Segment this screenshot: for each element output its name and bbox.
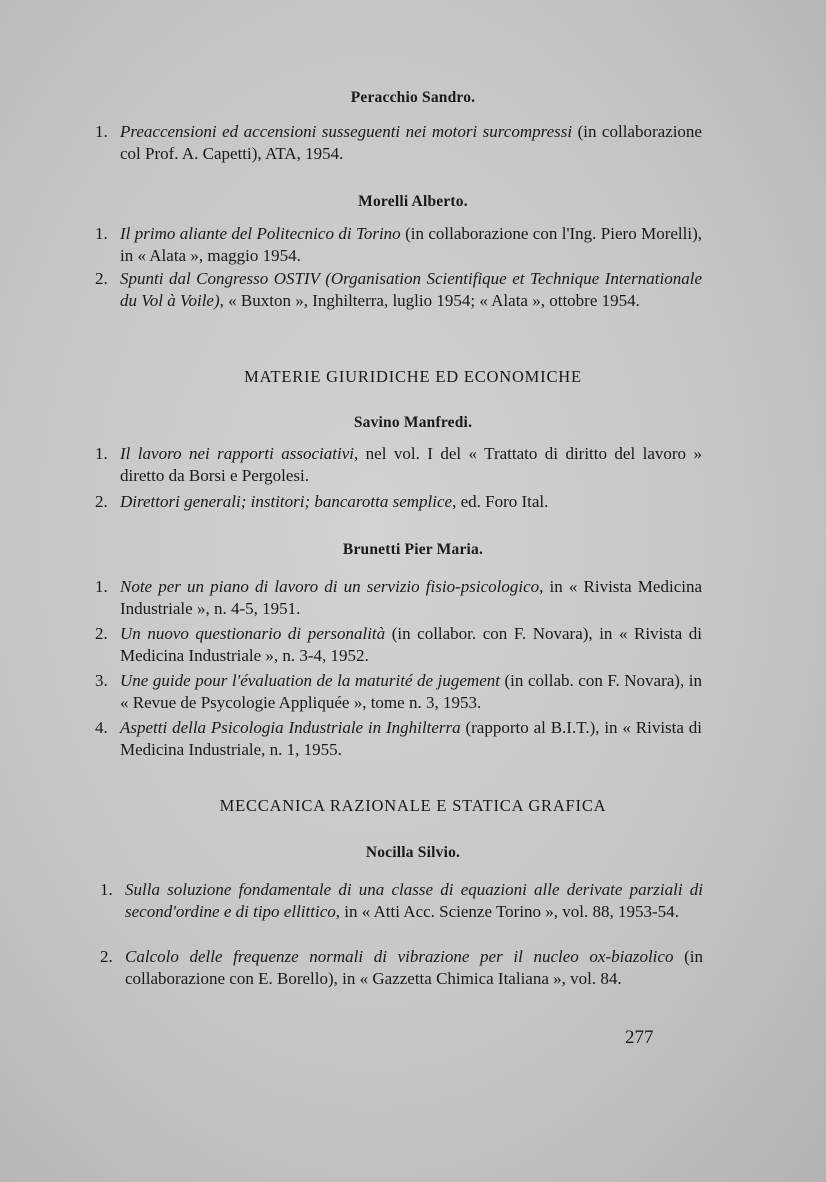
entry-details: , in « Atti Acc. Scienze Torino », vol. 88, 1953-54. [335, 902, 679, 921]
entry-number: 2. [95, 492, 108, 511]
entry-title: Calcolo delle frequenze normali di vibrazione per il nucleo ox-biazolico [125, 947, 674, 966]
entry-title: Preaccensioni ed accensioni susseguenti nei motori surcompressi [120, 122, 573, 141]
bibliography-entry [95, 443, 702, 487]
entry-details: (in collaborazione con E. Borello), in « Gazzetta Chimica Italiana », vol. 84. [125, 947, 703, 988]
bibliography-entry [95, 223, 702, 267]
author-heading: Peracchio Sandro. [350, 89, 476, 106]
entry-number: 2. [95, 624, 108, 643]
author-heading: Savino Manfredi. [353, 414, 473, 431]
entry-details: (in collab. con F. Novara), in « Revue de Psycologie Appliquée », tome n. 3, 1953. [120, 671, 702, 712]
bibliography-entry [95, 717, 702, 761]
bibliography-entry [100, 879, 703, 923]
entry-details: (in collaborazione col Prof. A. Capetti), ATA, 1954. [120, 122, 702, 163]
bibliography-entry [95, 623, 702, 667]
entry-number: 4. [95, 718, 108, 737]
bibliography-entry [95, 670, 702, 714]
entry-details: , « Buxton », Inghilterra, luglio 1954; « Alata », ottobre 1954. [219, 291, 640, 310]
entry-number: 1. [95, 577, 108, 596]
bibliography-entry [95, 576, 702, 620]
entry-title: Il primo aliante del Politecnico di Torino [120, 224, 401, 243]
entry-details: , in « Rivista Medicina Industriale », n. 4-5, 1951. [120, 577, 703, 618]
author-heading: Nocilla Silvio. [365, 844, 461, 861]
bibliography-entry [95, 121, 702, 165]
author-heading: Brunetti Pier Maria. [342, 541, 484, 558]
entry-title: Sulla soluzione fondamentale di una classe di equazioni alle derivate parziali di second'ordine e di tipo ellittico [125, 880, 703, 921]
entry-number: 2. [100, 947, 113, 966]
entry-title: Un nuovo questionario di personalità [120, 624, 386, 643]
bibliography-entry [95, 491, 702, 513]
section-heading: MECCANICA RAZIONALE E STATICA GRAFICA [219, 796, 607, 815]
entry-number: 1. [95, 224, 108, 243]
entry-title: Une guide pour l'évaluation de la maturité de jugement [120, 671, 500, 690]
entry-details: , nel vol. I del « Trattato di diritto del lavoro » diretto da Borsi e Pergolesi. [120, 444, 702, 485]
author-heading: Morelli Alberto. [358, 193, 468, 210]
entry-title: Aspetti della Psicologia Industriale in Inghilterra [120, 718, 461, 737]
entry-title: Note per un piano di lavoro di un servizio fisio-psicologico [120, 577, 540, 596]
entry-title: Spunti dal Congresso OSTIV (Organisation Scientifique et Technique Internationale du Vol à Voile) [120, 269, 702, 310]
entry-number: 1. [95, 122, 108, 141]
entry-title: Il lavoro nei rapporti associativi [120, 444, 354, 463]
entry-details: (in collabor. con F. Novara), in « Rivista di Medicina Industriale », n. 3-4, 1952. [120, 624, 702, 665]
page-number: 277 [625, 1027, 654, 1048]
bibliography-entry [100, 946, 703, 990]
entry-title: Direttori generali; institori; bancarotta semplice [120, 492, 453, 511]
entry-number: 1. [100, 880, 113, 899]
entry-number: 1. [95, 444, 108, 463]
entry-number: 3. [95, 671, 108, 690]
entry-details: , ed. Foro Ital. [452, 492, 549, 511]
entry-details: (rapporto al B.I.T.), in « Rivista di Medicina Industriale, n. 1, 1955. [120, 718, 703, 759]
section-heading: MATERIE GIURIDICHE ED ECONOMICHE [244, 367, 582, 386]
entry-number: 2. [95, 269, 108, 288]
bibliography-entry [95, 268, 702, 312]
entry-details: (in collaborazione con l'Ing. Piero Morelli), in « Alata », maggio 1954. [120, 224, 702, 265]
